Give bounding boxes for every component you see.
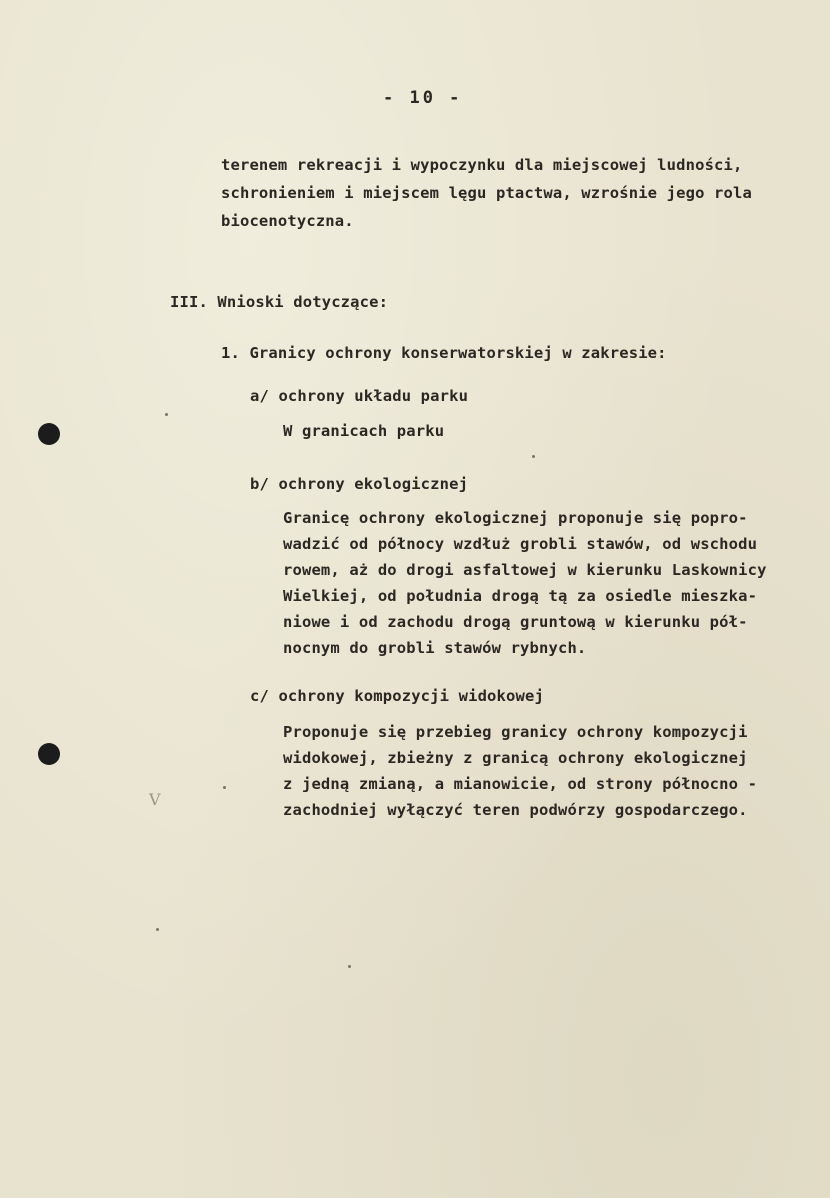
item-b-body-line-2: wadzić od północy wzdłuż grobli stawów, od wschodu [283,535,758,553]
punch-hole-lower [38,743,60,765]
item-c-body-line-1: Proponuje się przebieg granicy ochrony kompozycji [283,723,748,741]
item-a-title: a/ ochrony układu parku [250,387,469,405]
paper-speck [348,965,351,968]
intro-line-1: terenem rekreacji i wypoczynku dla miejscowej ludności, [221,156,743,174]
margin-check-mark: V [149,790,161,809]
item-b-body-line-1: Granicę ochrony ekologicznej proponuje się popro- [283,509,748,527]
intro-line-2: schronieniem i miejscem lęgu ptactwa, wzrośnie jego rola [221,184,752,202]
item-b-title: b/ ochrony ekologicznej [250,475,469,493]
intro-line-3: biocenotyczna. [221,212,354,230]
punch-hole-upper [38,423,60,445]
paper-speck [165,413,168,416]
item-b-body-line-4: Wielkiej, od południa drogą tą za osiedle mieszka- [283,587,758,605]
item-b-body-line-5: niowe i od zachodu drogą gruntową w kierunku pół- [283,613,748,631]
item-c-body-line-3: z jedną zmianą, a mianowicie, od strony północno - [283,775,758,793]
item-c-title: c/ ochrony kompozycji widokowej [250,687,544,705]
item-c-body-line-4: zachodniej wyłączyć teren podwórzy gospodarczego. [283,801,748,819]
item-a-body-line-1: W granicach parku [283,422,445,440]
item-b-body-line-3: rowem, aż do drogi asfaltowej w kierunku Laskownicy [283,561,767,579]
section-heading: III. Wnioski dotyczące: [170,293,389,311]
item-1-title: 1. Granicy ochrony konserwatorskiej w zakresie: [221,344,667,362]
paper-speck [223,786,226,789]
item-b-body-line-6: nocnym do grobli stawów rybnych. [283,639,587,657]
paper-speck [156,928,159,931]
page-number: - 10 - [383,88,463,108]
item-c-body-line-2: widokowej, zbieżny z granicą ochrony ekologicznej [283,749,748,767]
paper-speck [532,455,535,458]
